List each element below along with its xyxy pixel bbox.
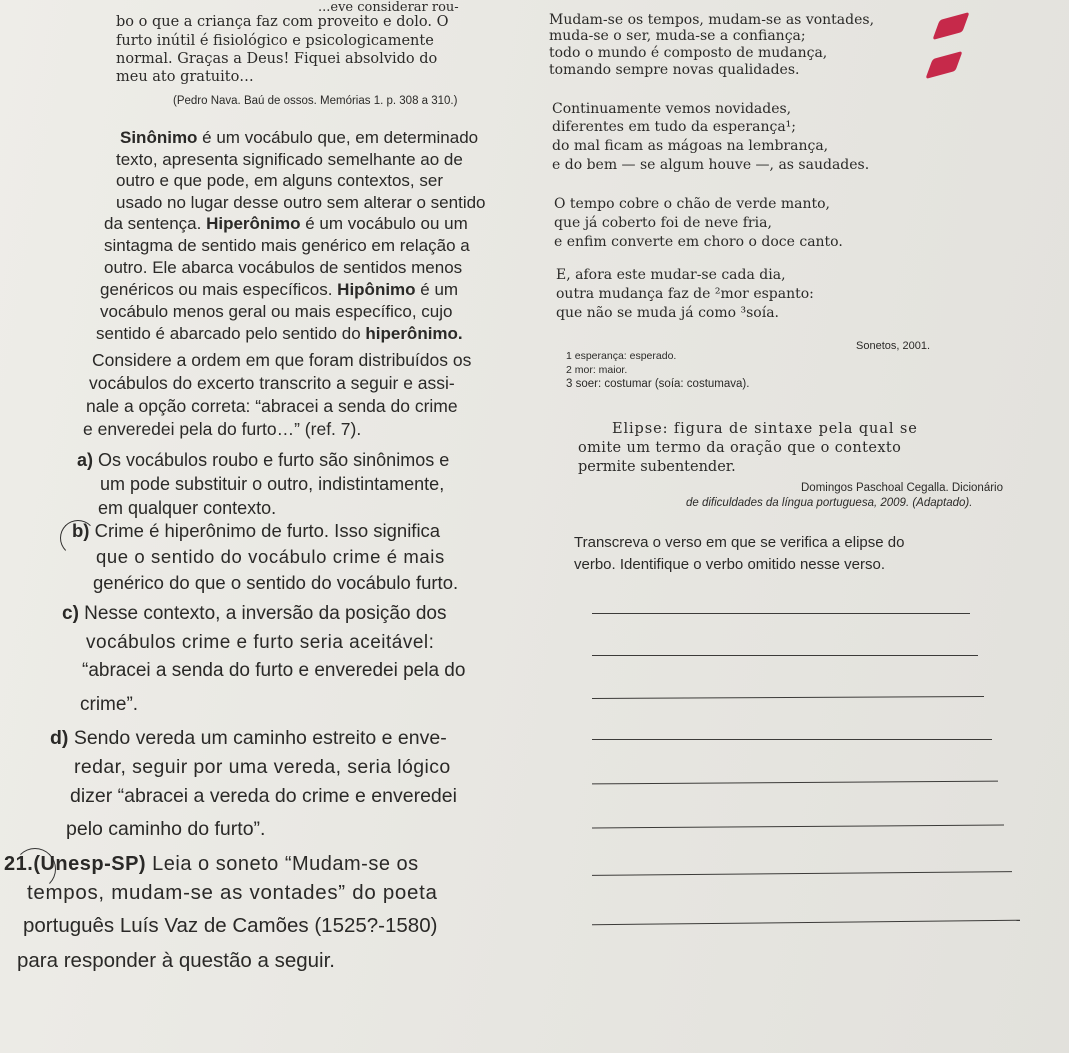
question-number: 21. <box>4 853 34 875</box>
term-hiperonimo-2: hiperônimo. <box>365 324 463 343</box>
poem-line: que já coberto foi de neve fria, <box>554 215 772 231</box>
text-span: Nesse contexto, a inversão da posição dos <box>78 603 447 624</box>
excerpt-source: (Pedro Nava. Baú de ossos. Memórias 1. p. 308 a 310.) <box>173 95 458 107</box>
option-a-label: a) <box>77 450 94 470</box>
poem-line: Mudam-se os tempos, mudam-se as vontades, <box>549 12 875 28</box>
instruction-line: vocábulos do excerto transcrito a seguir e assi- <box>89 373 455 393</box>
footnote: 3 soer: costumar (soía: costumava). <box>566 378 750 390</box>
text-line: normal. Graças a Deus! Fiquei absolvido do <box>116 51 438 67</box>
option-a-line: um pode substituir o outro, indistintamente, <box>100 474 445 494</box>
instruction-line: nale a opção correta: “abracei a senda do crime <box>86 396 458 416</box>
option-a <box>77 450 449 471</box>
definition-line: usado no lugar desse outro sem alterar o sentido <box>116 193 486 212</box>
text-span: Sendo vereda um caminho estreito e enve- <box>68 727 447 749</box>
term-sinonimo: Sinônimo <box>120 128 198 147</box>
option-d <box>50 727 447 750</box>
text-line: meu ato gratuito… <box>116 69 254 85</box>
option-c-line: crime”. <box>80 694 139 715</box>
text-span: da sentença. <box>104 214 207 233</box>
option-d-label: d) <box>50 727 69 749</box>
definition-line: texto, apresenta significado semelhante ao de <box>116 150 463 169</box>
poem-line: muda-se o ser, muda-se a confiança; <box>549 28 806 44</box>
text-span: Crime é hiperônimo de furto. Isso significa <box>89 520 441 541</box>
ellipse-definition: permite subentender. <box>578 459 736 475</box>
answer-line[interactable] <box>592 739 992 740</box>
poem-line: do mal ficam as mágoas na lembrança, <box>552 138 829 154</box>
footnote: 2 mor: maior. <box>566 364 628 376</box>
poem-line: diferentes em tudo da esperança¹; <box>552 119 796 135</box>
option-d-line: pelo caminho do furto”. <box>66 818 266 840</box>
term-hiponimo: Hipônimo <box>337 280 416 299</box>
question-21-line: tempos, mudam-se as vontades” do poeta <box>27 881 438 904</box>
task-text: verbo. Identifique o verbo omitido nesse verso. <box>574 556 886 573</box>
poem-line: e do bem — se algum houve —, as saudades. <box>552 157 870 173</box>
poem-line: tomando sempre novas qualidades. <box>549 62 800 78</box>
text-line: bo o que a criança faz com proveito e dolo. O <box>116 14 449 30</box>
text-span: é um <box>415 280 459 299</box>
ellipse-definition: Elipse: figura de sintaxe pela qual se <box>612 421 918 437</box>
question-21-line: português Luís Vaz de Camões (1525?-1580) <box>23 914 438 937</box>
text-span: é um vocábulo ou um <box>300 214 468 233</box>
option-d-line: dizer “abracei a vereda do crime e enveredei <box>70 785 457 807</box>
instruction-line: e enveredei pela do furto…” (ref. 7). <box>83 419 362 439</box>
option-b-line: que o sentido do vocábulo crime é mais <box>96 546 445 567</box>
option-b-line: genérico do que o sentido do vocábulo furto. <box>93 572 459 593</box>
definition-line <box>104 214 468 234</box>
poem-source: Sonetos, 2001. <box>856 340 931 352</box>
dictionary-source: Domingos Paschoal Cegalla. Dicionário <box>801 482 1003 494</box>
question-21-line: para responder à questão a seguir. <box>17 949 335 972</box>
option-c-line: “abracei a senda do furto e enveredei pela do <box>82 660 466 681</box>
definition-line <box>96 324 463 344</box>
instruction-line: Considere a ordem em que foram distribuídos os <box>92 350 472 370</box>
text-line: furto inútil é fisiológico e psicologicamente <box>116 33 434 49</box>
option-c <box>62 603 446 625</box>
question-source: (Unesp-SP) <box>33 853 147 875</box>
poem-line: que não se muda já como ³soía. <box>556 305 779 321</box>
definition-line: vocábulo menos geral ou mais específico, cujo <box>100 302 453 321</box>
poem-line: E, afora este mudar-se cada dia, <box>556 267 786 283</box>
answer-line[interactable] <box>592 655 978 656</box>
task-text: Transcreva o verso em que se verifica a elipse do <box>574 534 905 551</box>
text-span: genéricos ou mais específicos. <box>100 280 338 299</box>
poem-line: todo o mundo é composto de mudança, <box>549 45 828 61</box>
poem-line: O tempo cobre o chão de verde manto, <box>554 196 831 212</box>
option-a-line: em qualquer contexto. <box>98 498 277 518</box>
poem-line: Continuamente vemos novidades, <box>552 101 792 117</box>
answer-line[interactable] <box>592 613 970 614</box>
poem-line: outra mudança faz de ²mor espanto: <box>556 286 814 302</box>
text-span: é um vocábulo que, em determinado <box>197 128 479 147</box>
option-c-label: c) <box>62 603 79 624</box>
definition-line <box>100 280 458 300</box>
footnote: 1 esperança: esperado. <box>566 350 677 362</box>
option-d-line: redar, seguir por uma vereda, seria lógico <box>74 756 451 778</box>
definition-line: outro e que pode, em alguns contextos, ser <box>116 171 443 190</box>
term-hiperonimo: Hiperônimo <box>206 214 301 233</box>
option-b-label: b) <box>72 520 90 541</box>
option-c-line: vocábulos crime e furto seria aceitável: <box>86 632 435 653</box>
text-line: ...eve considerar rou- <box>318 0 459 15</box>
question-21 <box>4 853 419 876</box>
text-span: Leia o soneto “Mudam-se os <box>146 853 419 875</box>
definition-line: outro. Ele abarca vocábulos de sentidos menos <box>104 258 463 277</box>
ellipse-definition: omite um termo da oração que o contexto <box>578 440 902 456</box>
dictionary-source: de dificuldades da língua portuguesa, 2009. (Adaptado). <box>686 497 973 509</box>
text-span: Os vocábulos roubo e furto são sinônimos e <box>93 450 450 470</box>
option-b <box>72 520 440 542</box>
poem-line: e enfim converte em choro o doce canto. <box>554 234 843 250</box>
handwritten-circle-mark <box>60 520 96 556</box>
definition-line <box>120 128 478 148</box>
text-span: sentido é abarcado pelo sentido do <box>96 324 366 343</box>
definition-line: sintagma de sentido mais genérico em relação a <box>104 236 470 255</box>
